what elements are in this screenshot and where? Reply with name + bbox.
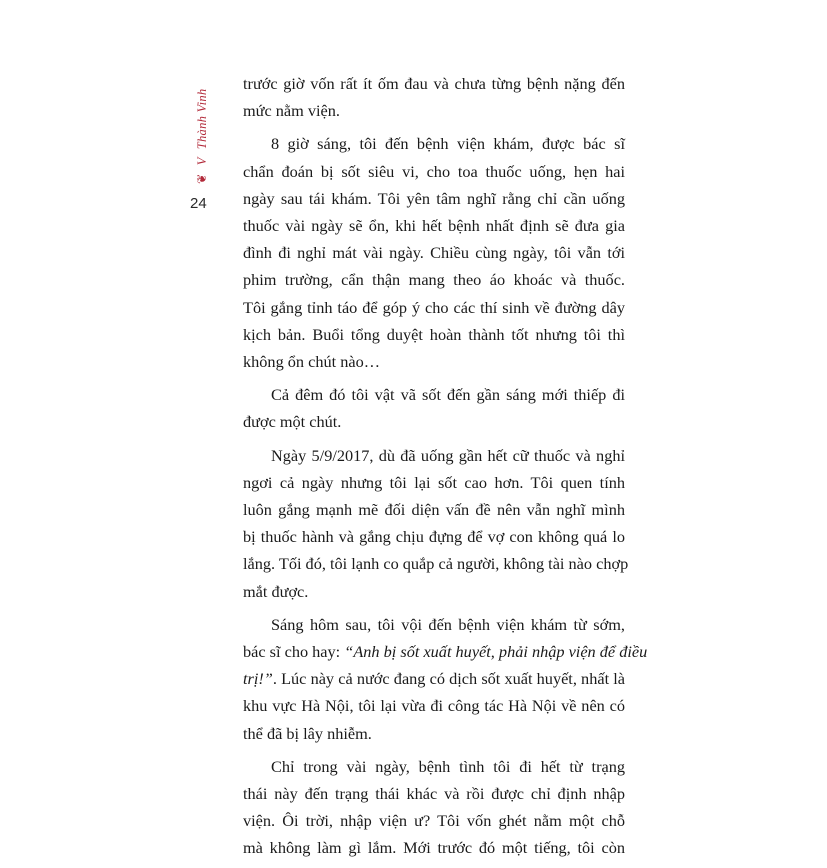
running-head-author: Thành Vinh [195, 88, 209, 150]
page-number: 24 [190, 195, 207, 212]
paragraph [243, 611, 648, 747]
text-line: mắt được. [243, 581, 309, 601]
text-line: viện. Ôi trời, nhập viện ư? Tôi vốn ghét nằm một chỗ [243, 811, 625, 831]
text-line: bị thuốc hành và gắng chịu đựng để vợ con không quá lo [243, 527, 625, 547]
paragraph [243, 442, 629, 605]
text-line: ngơi cả ngày nhưng tôi lại sốt cao hơn. Tôi quen tính [243, 472, 625, 492]
quote-text: trị!” [243, 669, 273, 689]
text-run: bác sĩ cho hay: [243, 642, 345, 662]
text-line: mức nằm viện. [243, 101, 340, 121]
running-head-letter: V [195, 157, 209, 166]
body-text [243, 70, 648, 868]
text-line: 8 giờ sáng, tôi đến bệnh viện khám, được bác sĩ [271, 134, 625, 154]
text-line: thuốc vài ngày sẽ ổn, khi hết bệnh nhất định sẽ đưa gia [243, 216, 625, 236]
text-line: chẩn đoán bị sốt siêu vi, cho toa thuốc uống, hẹn hai [243, 161, 625, 181]
text-line: phim trường, cẩn thận mang theo áo khoác và thuốc. [243, 270, 625, 290]
text-line [243, 692, 625, 719]
ornament-icon: ❦ [195, 173, 209, 184]
paragraph [243, 130, 625, 375]
running-head [188, 72, 216, 192]
text-line: Ngày 5/9/2017, dù đã uống gần hết cữ thuốc và nghỉ [271, 445, 625, 465]
text-line [243, 611, 625, 638]
text-line [243, 638, 648, 665]
text-line: được một chút. [243, 412, 342, 432]
text-line: Tôi gắng tỉnh táo để góp ý cho các thí sinh về đường dây [243, 297, 625, 317]
text-line [243, 665, 625, 692]
text-line: không ổn chút nào… [243, 352, 381, 372]
text-line: kịch bản. Buổi tổng duyệt hoàn thành tốt nhưng tôi thì [243, 324, 625, 344]
quote-text: “Anh bị sốt xuất huyết, phải nhập viện để điều [344, 642, 648, 662]
text-run: Sáng hôm sau, tôi vội đến bệnh viện khám từ sớm, [271, 614, 625, 634]
text-line: Cả đêm đó tôi vật vã sốt đến gần sáng mới thiếp đi [271, 385, 625, 405]
text-run: . Lúc này cả nước đang có dịch sốt xuất huyết, nhất là [272, 669, 625, 689]
text-line: luôn gắng mạnh mẽ đối diện vấn đề nên vẫn nghĩ mình [243, 500, 625, 520]
text-line: trước giờ vốn rất ít ốm đau và chưa từng bệnh nặng đến [243, 74, 625, 93]
paragraph [243, 70, 625, 124]
paragraph [243, 381, 625, 435]
text-line: ngày sau tái khám. Tôi yên tâm nghĩ rằng chỉ cần uống [243, 188, 625, 208]
text-line: mà không làm gì lắm. Mới trước đó một tiếng, tôi còn [243, 838, 625, 858]
text-run: khu vực Hà Nội, tôi lại vừa đi công tác Hà Nội về nên có [243, 696, 625, 716]
text-line: đình đi nghỉ mát vài ngày. Chiều cùng ngày, tôi vẫn tới [243, 243, 625, 263]
text-line: lắng. Tối đó, tôi lạnh co quắp cả người, không tài nào chợp [243, 554, 629, 574]
text-line: Chỉ trong vài ngày, bệnh tình tôi đi hết từ trạng [271, 756, 625, 776]
text-line: thái này đến trạng thái khác và rồi được chỉ định nhập [243, 784, 625, 804]
paragraph [243, 753, 625, 862]
text-run: thể đã bị lây nhiễm. [243, 723, 372, 743]
text-line [243, 720, 625, 747]
